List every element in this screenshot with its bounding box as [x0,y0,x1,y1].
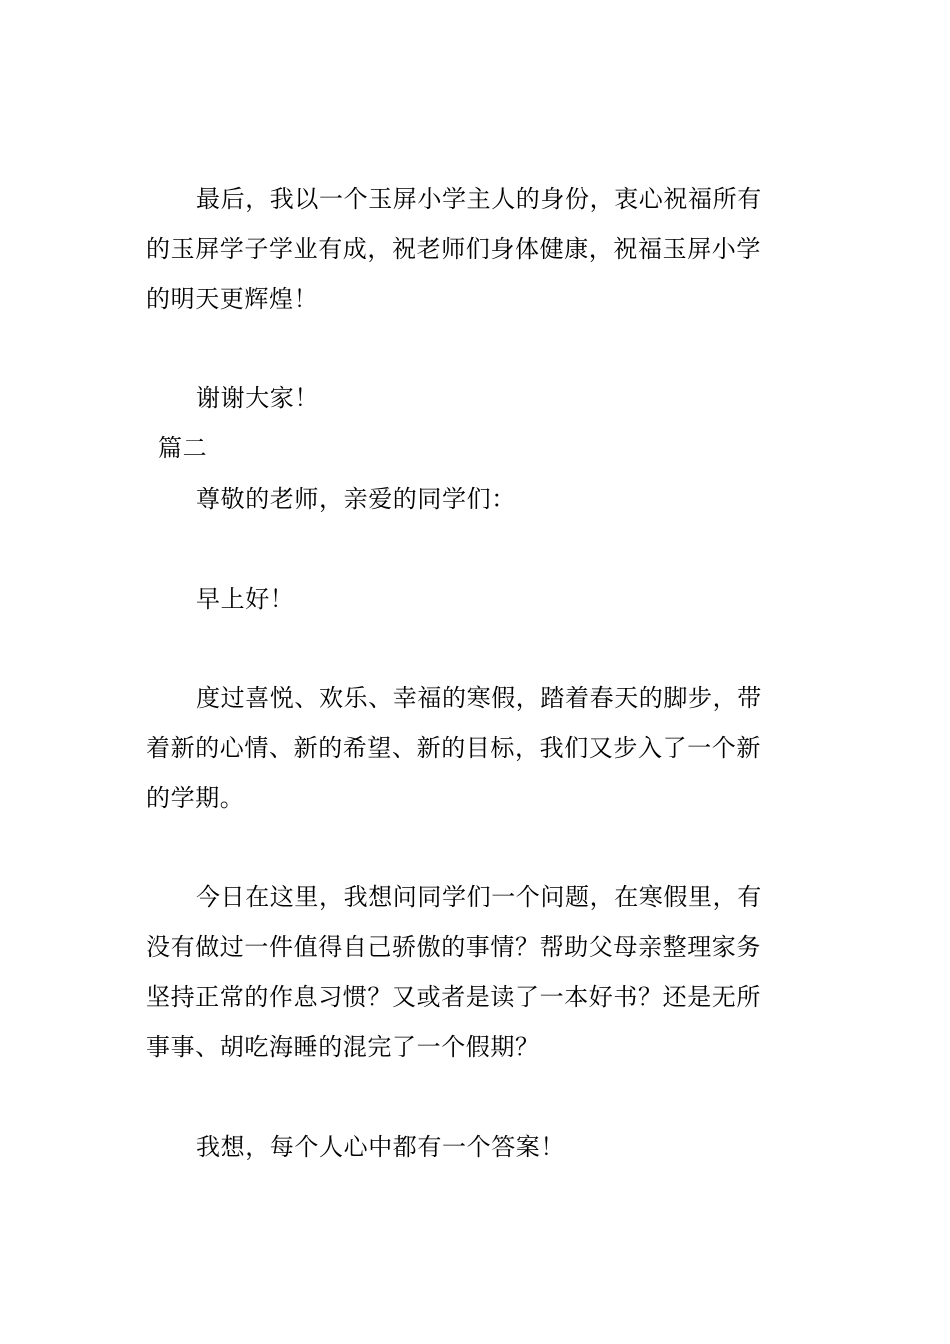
paragraph-semester-line-2: 着新的心情、新的希望、新的目标，我们又步入了一个新 [146,734,761,762]
paragraph-closing-line-2: 的玉屏学子学业有成，祝老师们身体健康，祝福玉屏小学 [146,235,761,263]
section-heading: 篇二 [158,434,208,462]
paragraph-semester-line-1: 度过喜悦、欢乐、幸福的寒假，踏着春天的脚步，带 [196,684,762,712]
paragraph-closing-line-3: 的明天更辉煌！ [146,285,319,313]
paragraph-semester-line-3: 的学期。 [146,784,245,812]
paragraph-question-line-4: 事事、胡吃海睡的混完了一个假期？ [146,1033,540,1061]
answer-line: 我想，每个人心中都有一个答案！ [196,1133,565,1161]
greeting-line: 尊敬的老师，亲爱的同学们： [196,485,516,513]
thanks-line: 谢谢大家！ [196,384,319,412]
paragraph-closing-line-1: 最后，我以一个玉屏小学主人的身份，衷心祝福所有 [196,185,762,213]
paragraph-question-line-3: 坚持正常的作息习惯？又或者是读了一本好书？还是无所 [146,983,761,1011]
paragraph-question-line-1: 今日在这里，我想问同学们一个问题，在寒假里，有 [196,883,762,911]
good-morning-line: 早上好！ [196,585,295,613]
paragraph-question-line-2: 没有做过一件值得自己骄傲的事情？帮助父母亲整理家务 [146,933,761,961]
